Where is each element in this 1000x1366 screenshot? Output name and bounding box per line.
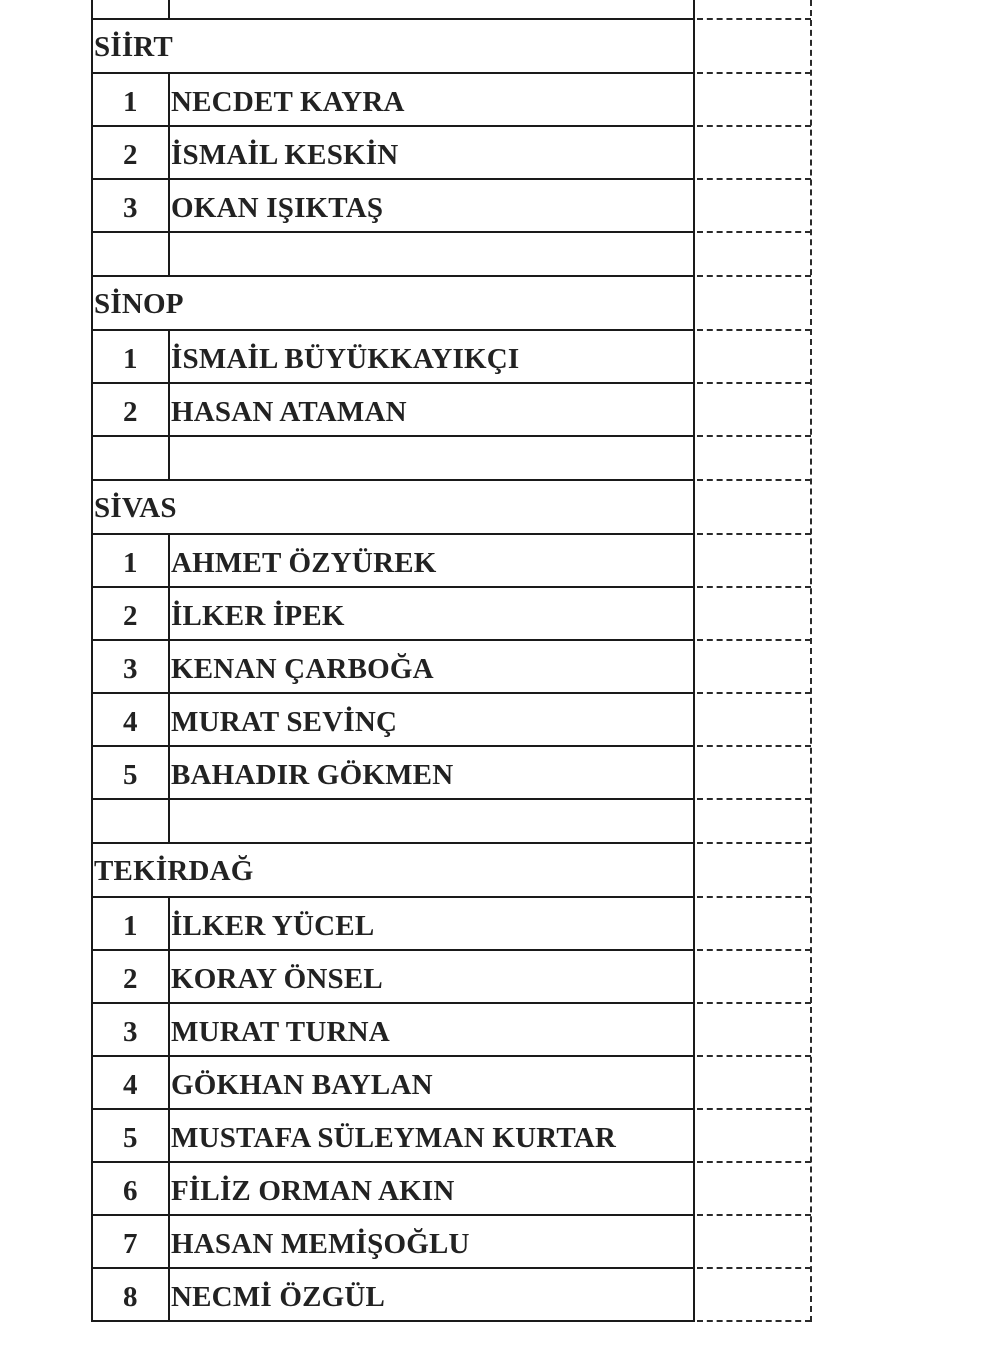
candidate-row: [91, 1003, 811, 1056]
row-divider-dashed: [697, 533, 811, 535]
row-divider: [91, 1055, 695, 1057]
dashed-right-border: [810, 0, 812, 1322]
candidate-name: NECDET KAYRA: [171, 85, 405, 118]
row-divider-dashed: [697, 435, 811, 437]
candidate-name: İLKER YÜCEL: [171, 909, 375, 942]
row-divider-dashed: [697, 842, 811, 844]
candidate-number: 4: [123, 705, 138, 738]
row-divider: [91, 479, 695, 481]
candidate-name: MUSTAFA SÜLEYMAN KURTAR: [171, 1121, 617, 1154]
candidate-name: KORAY ÖNSEL: [171, 962, 383, 995]
candidate-number: 2: [123, 395, 138, 428]
candidate-row: [91, 534, 811, 587]
candidate-number: 1: [123, 85, 138, 118]
province-name: TEKİRDAĞ: [94, 855, 254, 887]
candidate-number: 1: [123, 909, 138, 942]
row-divider-dashed: [697, 745, 811, 747]
candidate-row: [91, 640, 811, 693]
row-divider: [91, 329, 695, 331]
candidate-name: HASAN MEMİŞOĞLU: [171, 1227, 470, 1260]
number-column-divider: [168, 534, 170, 844]
candidate-name: AHMET ÖZYÜREK: [171, 546, 437, 579]
candidate-row: [91, 1215, 811, 1268]
candidate-number: 3: [123, 652, 138, 685]
row-divider-dashed: [697, 125, 811, 127]
row-divider-dashed: [697, 798, 811, 800]
candidate-row: [91, 950, 811, 1003]
row-divider-dashed: [697, 586, 811, 588]
candidate-row: [91, 897, 811, 950]
candidate-row: [91, 746, 811, 799]
row-divider-dashed: [697, 1214, 811, 1216]
row-divider: [91, 692, 695, 694]
row-divider: [91, 1002, 695, 1004]
candidate-row: [91, 126, 811, 179]
candidate-name: KENAN ÇARBOĞA: [171, 652, 434, 685]
blank-row: [91, 232, 811, 276]
candidate-row: [91, 587, 811, 640]
row-divider-dashed: [697, 479, 811, 481]
candidate-name: NECMİ ÖZGÜL: [171, 1280, 386, 1313]
row-divider: [91, 1267, 695, 1269]
table-left-border: [91, 0, 93, 1322]
row-divider: [91, 72, 695, 74]
row-divider: [91, 275, 695, 277]
table-column-border: [693, 0, 695, 1322]
province-name: SİVAS: [94, 492, 177, 524]
candidate-number: 3: [123, 1015, 138, 1048]
row-divider: [91, 798, 695, 800]
candidate-row: [91, 1162, 811, 1215]
row-divider-dashed: [697, 178, 811, 180]
row-divider-dashed: [697, 1267, 811, 1269]
row-divider: [91, 586, 695, 588]
candidate-name: MURAT TURNA: [171, 1015, 390, 1048]
number-column-divider: [168, 897, 170, 1322]
candidate-name: İSMAİL BÜYÜKKAYIKÇI: [171, 342, 520, 375]
province-header-row: [91, 19, 811, 73]
candidate-name: FİLİZ ORMAN AKIN: [171, 1174, 455, 1207]
row-divider: [91, 231, 695, 233]
province-header-row: [91, 480, 811, 534]
province-header-row: [91, 843, 811, 897]
row-divider-dashed: [697, 949, 811, 951]
row-divider: [91, 382, 695, 384]
candidate-row: [91, 1109, 811, 1162]
candidate-number: 1: [123, 546, 138, 579]
candidate-number: 5: [123, 758, 138, 791]
row-divider: [91, 533, 695, 535]
row-divider: [91, 1108, 695, 1110]
candidate-name: İLKER İPEK: [171, 599, 345, 632]
candidate-number: 5: [123, 1121, 138, 1154]
candidate-number: 2: [123, 962, 138, 995]
row-divider-dashed: [697, 1002, 811, 1004]
candidate-number: 4: [123, 1068, 138, 1101]
candidate-name: İSMAİL KESKİN: [171, 138, 399, 171]
row-divider: [91, 1214, 695, 1216]
candidate-number: 1: [123, 342, 138, 375]
candidate-name: BAHADIR GÖKMEN: [171, 758, 454, 791]
row-divider-dashed: [697, 1161, 811, 1163]
row-divider-dashed: [697, 18, 811, 20]
row-divider-dashed: [697, 1055, 811, 1057]
candidate-number: 2: [123, 599, 138, 632]
row-divider-dashed: [697, 1108, 811, 1110]
row-divider: [91, 178, 695, 180]
candidate-row: [91, 1268, 811, 1321]
candidate-row: [91, 73, 811, 126]
row-divider-dashed: [697, 231, 811, 233]
blank-row: [91, 436, 811, 480]
candidate-number: 6: [123, 1174, 138, 1207]
row-divider: [91, 745, 695, 747]
row-divider: [91, 125, 695, 127]
row-divider-dashed: [697, 72, 811, 74]
province-name: SİNOP: [94, 288, 184, 320]
candidate-number: 7: [123, 1227, 138, 1260]
province-name: SİİRT: [94, 31, 173, 63]
row-divider-dashed: [697, 639, 811, 641]
number-column-divider: [168, 330, 170, 481]
row-divider-dashed: [697, 275, 811, 277]
province-header-row: [91, 276, 811, 330]
candidate-row: [91, 1056, 811, 1109]
row-divider: [91, 18, 695, 20]
candidate-row: [91, 383, 811, 436]
number-column-divider: [168, 0, 170, 20]
candidate-number: 2: [123, 138, 138, 171]
row-divider: [91, 896, 695, 898]
row-divider: [91, 1320, 695, 1322]
row-divider: [91, 949, 695, 951]
number-column-divider: [168, 73, 170, 277]
candidate-name: HASAN ATAMAN: [171, 395, 407, 428]
candidate-row: [91, 330, 811, 383]
candidate-number: 3: [123, 191, 138, 224]
row-divider-dashed: [697, 692, 811, 694]
row-divider: [91, 435, 695, 437]
candidate-name: MURAT SEVİNÇ: [171, 705, 398, 738]
candidate-row: [91, 179, 811, 232]
row-divider-dashed: [697, 382, 811, 384]
candidate-name: OKAN IŞIKTAŞ: [171, 191, 384, 224]
row-divider-dashed: [697, 329, 811, 331]
row-divider-dashed: [697, 896, 811, 898]
blank-row: [91, 799, 811, 843]
candidate-row: [91, 693, 811, 746]
row-divider: [91, 1161, 695, 1163]
row-divider: [91, 639, 695, 641]
candidate-number: 8: [123, 1280, 138, 1313]
row-divider: [91, 842, 695, 844]
candidate-name: GÖKHAN BAYLAN: [171, 1068, 433, 1101]
row-divider-dashed: [697, 1320, 811, 1322]
